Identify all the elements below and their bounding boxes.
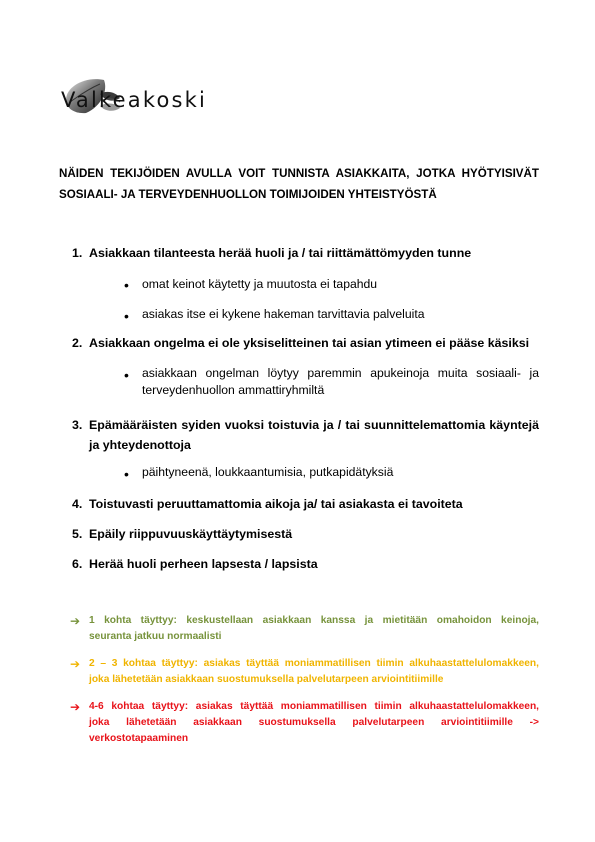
list-item	[89, 415, 539, 455]
note-text: seuranta jatkuu normaalisti	[89, 631, 222, 642]
logo-wordmark: Valkeakoski	[61, 88, 208, 112]
list-item-text: ja yhteydenottoja	[89, 438, 191, 452]
list-number: 3.	[72, 418, 83, 432]
bullet-text: asiakkaan ongelman löytyy paremmin apukeinoja muita sosiaali- ja	[142, 366, 539, 380]
list-item	[89, 554, 539, 574]
arrow-right-icon: ➔	[70, 700, 81, 714]
document-heading	[59, 163, 539, 205]
bullet-item	[142, 464, 539, 481]
list-number: 6.	[72, 557, 83, 571]
note-text: joka lähetetään asiakkaan suostumuksella palvelutarpeen arviointitiimille ->	[89, 717, 539, 728]
heading-line: NÄIDEN TEKIJÖIDEN AVULLA VOIT TUNNISTA ASIAKKAITA, JOTKA HYÖTYISIVÄT	[59, 167, 539, 180]
list-number: 1.	[72, 246, 83, 260]
list-item-text: Asiakkaan ongelma ei ole yksiselitteinen tai asian ytimeen ei pääse käsiksi	[89, 336, 530, 350]
note-text: 1 kohta täyttyy: keskustellaan asiakkaan kanssa ja mietitään omahoidon keinoja,	[89, 615, 539, 626]
note-red	[89, 699, 539, 747]
list-item-text: Epämääräisten syiden vuoksi toistuvia ja / tai suunnittelemattomia käyntejä	[89, 418, 539, 432]
note-text: 4-6 kohtaa täyttyy: asiakas täyttää moniammatillisen tiimin alkuhaastattelulomakkeen,	[89, 701, 539, 712]
bullet-text: asiakas itse ei kykene hakeman tarvittavia palveluita	[142, 307, 425, 321]
arrow-right-icon: ➔	[70, 614, 81, 628]
bullet-text: omat keinot käytetty ja muutosta ei tapahdu	[142, 277, 378, 291]
note-text: 2 – 3 kohtaa täyttyy: asiakas täyttää moniammatillisen tiimin alkuhaastattelulomakkeen,	[89, 658, 539, 669]
note-text: joka lähetetään asiakkaan suostumuksella palvelutarpeen arviointitiimille	[89, 674, 444, 685]
list-item-text: Toistuvasti peruuttamattomia aikoja ja/ tai asiakasta ei tavoiteta	[89, 497, 463, 511]
bullet-item	[142, 276, 539, 293]
list-item-text: Asiakkaan tilanteesta herää huoli ja / tai riittämättömyyden tunne	[89, 246, 472, 260]
list-item	[89, 333, 539, 353]
bullet-icon: •	[124, 367, 129, 383]
bullet-icon: •	[124, 277, 129, 293]
list-number: 4.	[72, 497, 83, 511]
list-number: 5.	[72, 527, 83, 541]
list-number: 2.	[72, 336, 83, 350]
arrow-right-icon: ➔	[70, 657, 81, 671]
list-item	[89, 524, 539, 544]
bullet-item	[142, 365, 539, 399]
heading-line: SOSIAALI- JA TERVEYDENHUOLLON TOIMIJOIDEN YHTEISTYÖSTÄ	[59, 188, 437, 201]
bullet-item	[142, 306, 539, 323]
list-item	[89, 243, 539, 263]
note-text: verkostotapaaminen	[89, 733, 189, 744]
bullet-text: terveydenhuollon ammattiryhmiltä	[142, 383, 325, 397]
list-item	[89, 494, 539, 514]
bullet-text: päihtyneenä, loukkaantumisia, putkapidätyksiä	[142, 465, 394, 479]
bullet-icon: •	[124, 308, 129, 324]
bullet-icon: •	[124, 466, 129, 482]
note-yellow	[89, 656, 539, 688]
note-green	[89, 613, 539, 645]
list-item-text: Epäily riippuvuuskäyttäytymisestä	[89, 527, 293, 541]
list-item-text: Herää huoli perheen lapsesta / lapsista	[89, 557, 318, 571]
